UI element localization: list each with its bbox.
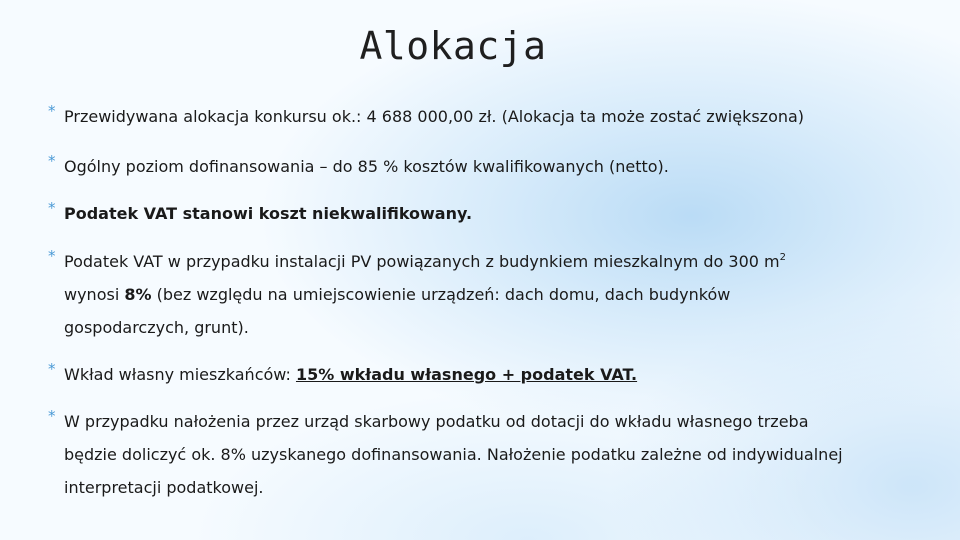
bullet-vat-cost [44, 197, 924, 230]
bullet-text: Wkład własny mieszkańców: [64, 365, 296, 384]
bullet-star-icon: * [48, 152, 56, 170]
bullet-star-icon: * [48, 360, 56, 378]
bullet-text: W przypadku nałożenia przez urząd skarbowy podatku od dotacji do wkładu własnego trzeba [64, 412, 809, 431]
bullet-star-icon: * [48, 247, 56, 265]
bullet-emphasis-text: 15% wkładu własnego + podatek VAT. [295, 365, 638, 384]
bullet-star-icon: * [48, 407, 56, 425]
bullet-text: (bez względu na umiejscowienie urządzeń: dach domu, dach budynków [151, 285, 731, 304]
bullet-text: Podatek VAT stanowi koszt niekwalifikowany. [64, 204, 473, 223]
bullet-star-icon: * [48, 102, 56, 120]
bullet-text: gospodarczych, grunt). [64, 318, 249, 337]
bullet-star-icon: * [48, 199, 56, 217]
bullet-allocation [44, 100, 924, 133]
bullet-text: interpretacji podatkowej. [64, 478, 264, 497]
bullet-vat-pv [44, 245, 924, 344]
superscript: 2 [779, 252, 787, 263]
bullet-tax-on-subsidy [44, 405, 924, 504]
bullet-text: wynosi [64, 285, 125, 304]
slide-title: Alokacja [359, 24, 547, 68]
bullet-own-contribution [44, 358, 924, 391]
bullet-text: Podatek VAT w przypadku instalacji PV powiązanych z budynkiem mieszkalnym do 300 m [64, 252, 780, 271]
bullet-cofinancing-level [44, 150, 924, 183]
bullet-text: będzie doliczyć ok. 8% uzyskanego dofinansowania. Nałożenie podatku zależne od indywidualnej [64, 445, 843, 464]
bullet-text: Ogólny poziom dofinansowania – do 85 % kosztów kwalifikowanych (netto). [64, 157, 669, 176]
bullet-text: Przewidywana alokacja konkursu ok.: 4 688 000,00 zł. (Alokacja ta może zostać zwiększona) [64, 107, 805, 126]
bullet-bold-text: 8% [124, 285, 152, 304]
